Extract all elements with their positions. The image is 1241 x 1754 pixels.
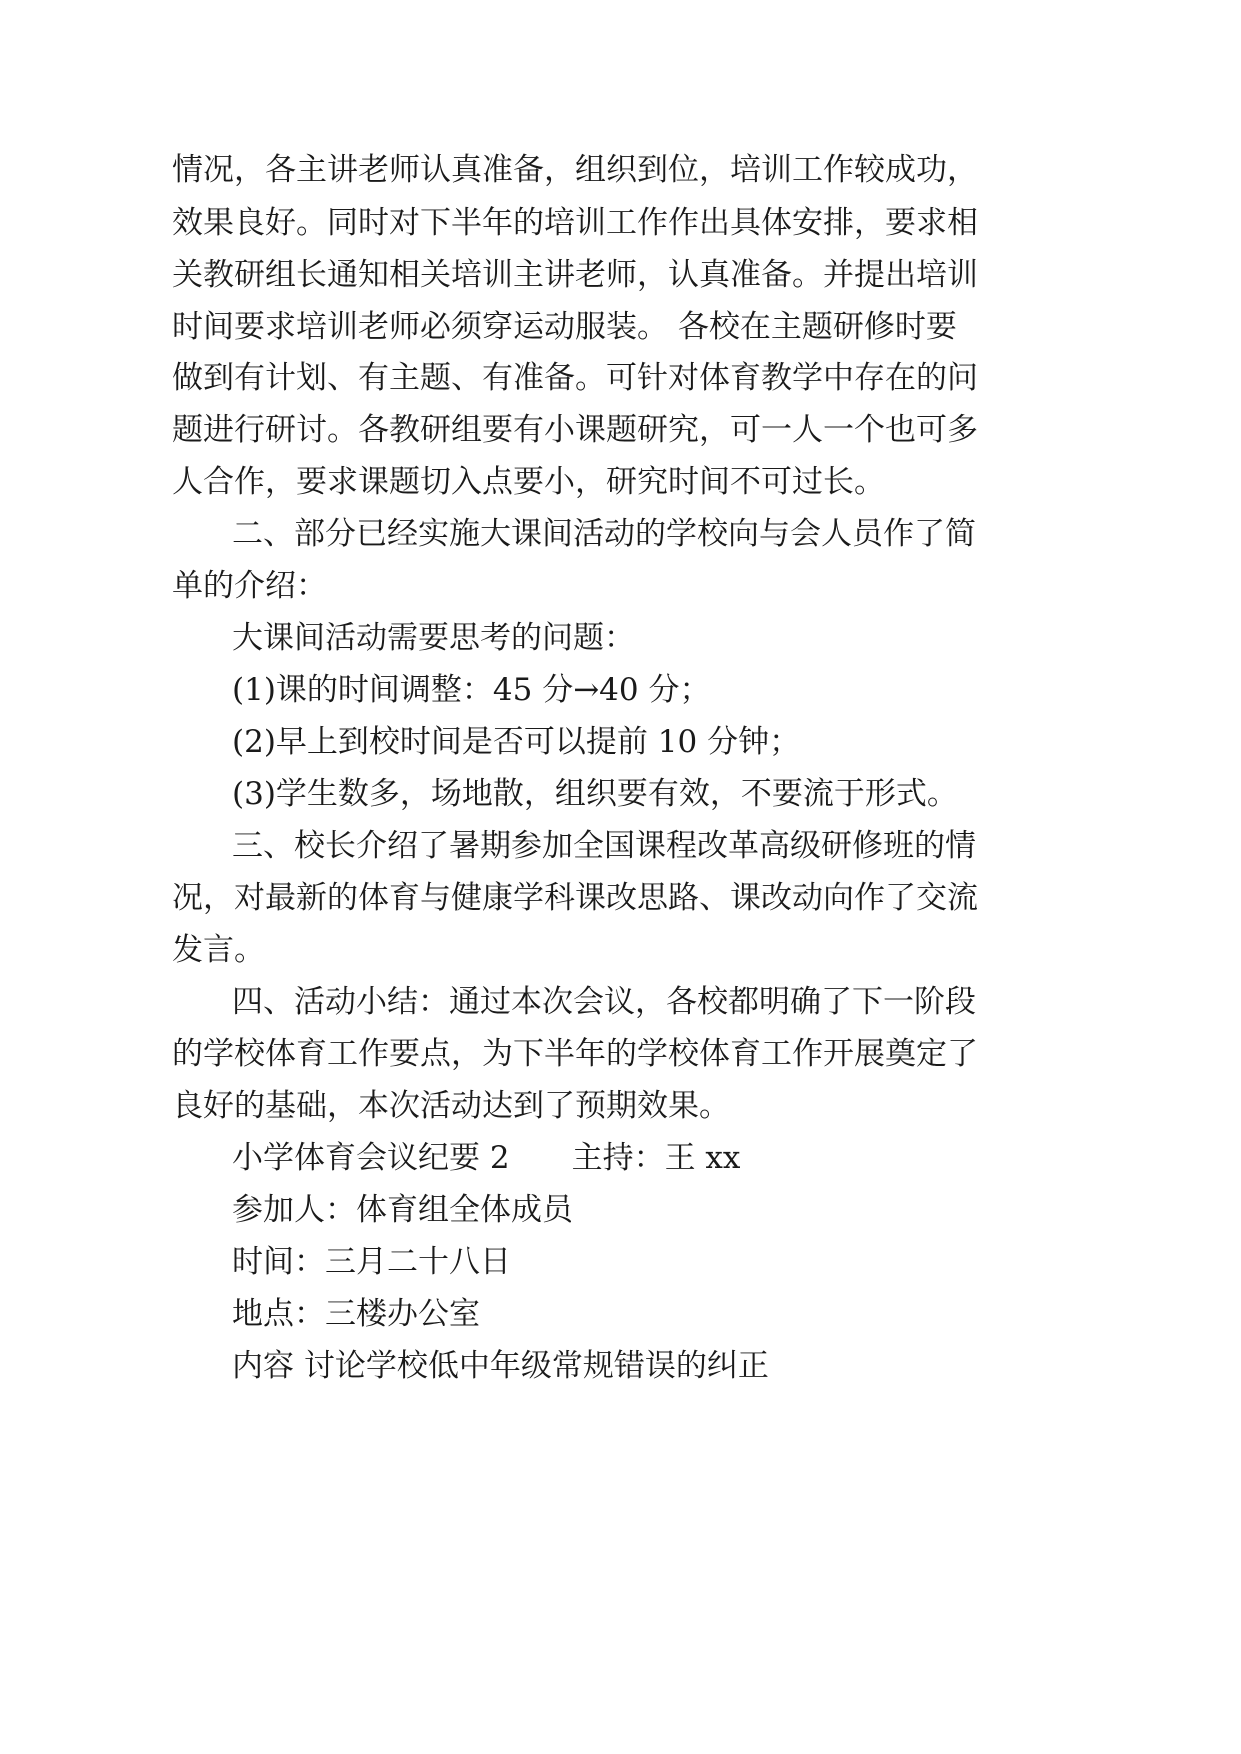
text-line: 况，对最新的体育与健康学科课改思路、课改动向作了交流 xyxy=(172,880,978,916)
text-line: 做到有计划、有主题、有准备。可针对体育教学中存在的问 xyxy=(172,360,978,396)
section-heading-2: 二、部分已经实施大课间活动的学校向与会人员作了简 xyxy=(232,516,976,552)
list-item: (1)课的时间调整：45 分→40 分； xyxy=(232,672,711,708)
text-line: 情况，各主讲老师认真准备，组织到位，培训工作较成功， xyxy=(172,152,978,188)
text-line: 良好的基础，本次活动达到了预期效果。 xyxy=(172,1088,730,1124)
text-line: 效果良好。同时对下半年的培训工作作出具体安排，要求相 xyxy=(172,205,978,241)
text-line: 人合作，要求课题切入点要小，研究时间不可过长。 xyxy=(172,464,885,500)
text-line: 单的介绍： xyxy=(172,568,327,604)
content-line: 内容 讨论学校低中年级常规错误的纠正 xyxy=(232,1348,769,1384)
text-line: 大课间活动需要思考的问题： xyxy=(232,620,635,656)
section-heading-4: 四、活动小结：通过本次会议，各校都明确了下一阶段 xyxy=(232,984,976,1020)
text-line: 时间要求培训老师必须穿运动服装。 各校在主题研修时要 xyxy=(172,309,957,345)
participants-line: 参加人：体育组全体成员 xyxy=(232,1192,573,1228)
text-line: 的学校体育工作要点，为下半年的学校体育工作开展奠定了 xyxy=(172,1036,978,1072)
time-line: 时间：三月二十八日 xyxy=(232,1244,511,1280)
text-line: 发言。 xyxy=(172,932,265,968)
section-heading-3: 三、校长介绍了暑期参加全国课程改革高级研修班的情 xyxy=(232,828,976,864)
location-line: 地点：三楼办公室 xyxy=(232,1296,480,1332)
text-line: 关教研组长通知相关培训主讲老师，认真准备。并提出培训 xyxy=(172,257,978,293)
text-line: 题进行研讨。各教研组要有小课题研究，可一人一个也可多 xyxy=(172,412,978,448)
list-item: (2)早上到校时间是否可以提前 10 分钟； xyxy=(232,724,801,760)
list-item: (3)学生数多，场地散，组织要有效，不要流于形式。 xyxy=(232,776,958,812)
minutes-title: 小学体育会议纪要 2 主持：王 xx xyxy=(232,1140,741,1176)
